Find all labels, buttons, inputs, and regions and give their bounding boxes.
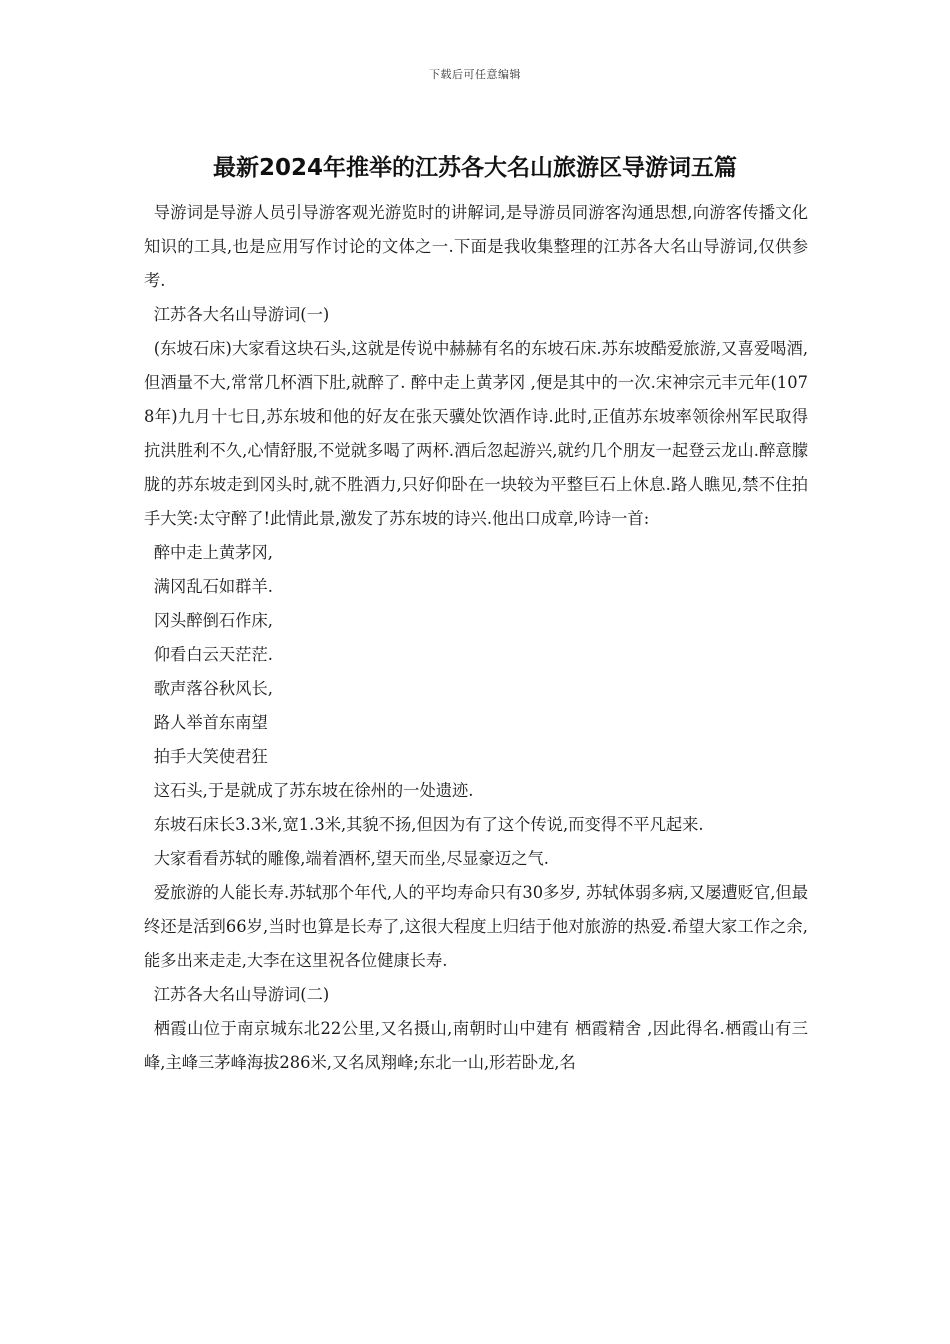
poem-line: 仰看白云天茫茫. [153, 645, 273, 664]
paragraph: 栖霞山位于南京城东北22公里,又名摄山,南朝时山中建有 栖霞精舍 ,因此得名.栖霞山有三峰,主峰三茅峰海拔286米,又名凤翔峰;东北一山,形若卧龙,名 [144, 1019, 808, 1072]
paragraph-intro: 导游词是导游人员引导游客观光游览时的讲解词,是导游员同游客沟通思想,向游客传播文化知识的工具,也是应用写作讨论的文体之一.下面是我收集整理的江苏各大名山导游词,仅供参考. [144, 203, 808, 290]
paragraph: 爱旅游的人能长寿.苏轼那个年代,人的平均寿命只有30多岁, 苏轼体弱多病,又屡遭贬官,但最终还是活到66岁,当时也算是长寿了,这很大程度上归结于他对旅游的热爱.希望大家工作之余,能多出来走走,大李在这里祝各位健康长寿. [144, 883, 808, 970]
section-heading-2: 江苏各大名山导游词(二) [153, 985, 330, 1004]
section-heading-1: 江苏各大名山导游词(一) [153, 305, 330, 324]
poem-line: 满冈乱石如群羊. [153, 577, 273, 596]
poem-line: 歌声落谷秋风长, [153, 679, 273, 698]
paragraph: (东坡石床)大家看这块石头,这就是传说中赫赫有名的东坡石床.苏东坡酷爱旅游,又喜爱喝酒,但酒量不大,常常几杯酒下肚,就醉了. 醉中走上黄茅冈 ,便是其中的一次.宋神宗元丰元年(1078年)九月十七日,苏东坡和他的好友在张天骥处饮酒作诗.此时,正值苏东坡率领徐州军民取得抗洪胜利不久,心情舒服,不觉就多喝了两杯.酒后忽起游兴,就约几个朋友一起登云龙山.醉意朦胧的苏东坡走到冈头时,就不胜酒力,只好仰卧在一块较为平整巨石上休息.路人瞧见,禁不住拍手大笑:太守醉了!此情此景,激发了苏东坡的诗兴.他出口成章,吟诗一首: [144, 339, 808, 528]
document-body [144, 196, 808, 1080]
paragraph: 这石头,于是就成了苏东坡在徐州的一处遗迹. [153, 781, 474, 800]
paragraph: 东坡石床长3.3米,宽1.3米,其貌不扬,但因为有了这个传说,而变得不平凡起来. [153, 815, 704, 834]
header-note: 下载后可任意编辑 [429, 68, 521, 81]
poem-line: 冈头醉倒石作床, [153, 611, 273, 630]
paragraph: 大家看看苏轼的雕像,端着酒杯,望天而坐,尽显豪迈之气. [153, 849, 549, 868]
poem-line: 路人举首东南望 [153, 713, 268, 732]
poem-line: 拍手大笑使君狂 [153, 747, 268, 766]
poem-line: 醉中走上黄茅冈, [153, 543, 273, 562]
document-title: 最新2024年推举的江苏各大名山旅游区导游词五篇 [212, 155, 737, 181]
